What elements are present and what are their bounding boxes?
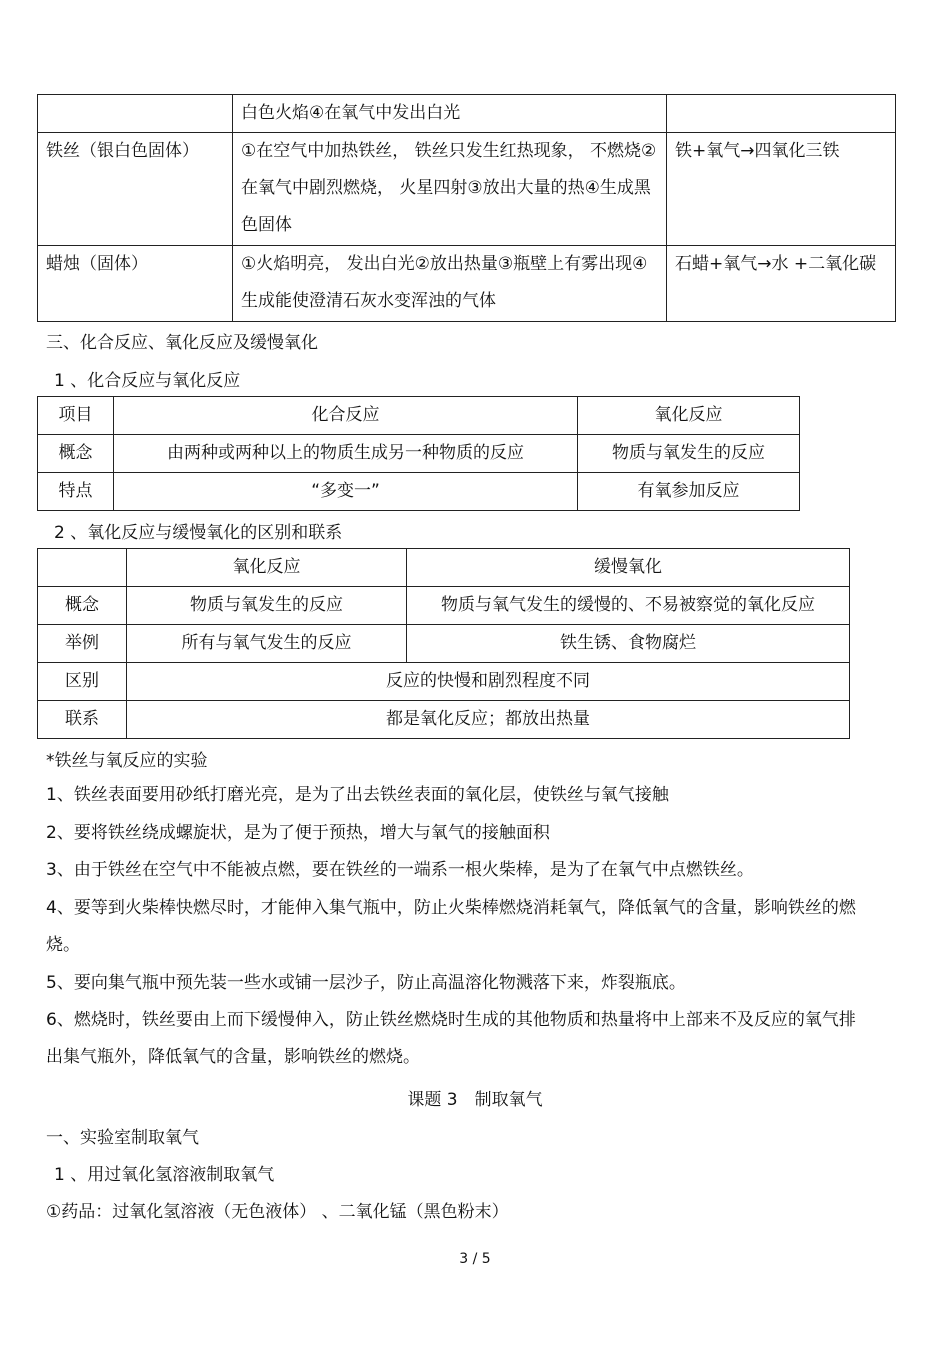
column-header: 项目 bbox=[38, 397, 114, 435]
substance-cell bbox=[38, 95, 233, 133]
column-header bbox=[38, 549, 127, 587]
slow-oxidation-table bbox=[37, 548, 850, 739]
equation-cell: 石蜡+氧气→水 +二氧化碳 bbox=[667, 246, 896, 322]
iron-experiment-heading: *铁丝与氧反应的实验 bbox=[46, 751, 208, 771]
lesson-title: 课题 3 制取氧气 bbox=[407, 1090, 543, 1110]
table-cell: 铁生锈、食物腐烂 bbox=[407, 625, 850, 663]
table-cell: 物质与氧发生的反应 bbox=[578, 435, 800, 473]
table-cell: 所有与氧气发生的反应 bbox=[127, 625, 407, 663]
subsection-heading: 1 、化合反应与氧化反应 bbox=[54, 371, 241, 391]
table-row bbox=[38, 246, 896, 322]
phenomenon-cell: ①火焰明亮， 发出白光②放出热量③瓶壁上有雾出现④生成能使澄清石灰水变浑浊的气体 bbox=[233, 246, 667, 322]
table-cell: 由两种或两种以上的物质生成另一种物质的反应 bbox=[114, 435, 578, 473]
table-header-row bbox=[38, 397, 800, 435]
table-cell: 反应的快慢和剧烈程度不同 bbox=[127, 663, 850, 701]
table-row bbox=[38, 701, 850, 739]
table-cell: 都是氧化反应；都放出热量 bbox=[127, 701, 850, 739]
table-cell: 物质与氧发生的反应 bbox=[127, 587, 407, 625]
table-row bbox=[38, 625, 850, 663]
column-header: 化合反应 bbox=[114, 397, 578, 435]
table-row bbox=[38, 473, 800, 511]
combustion-table bbox=[37, 94, 896, 322]
page-number: 3 / 5 bbox=[459, 1251, 491, 1267]
column-header: 氧化反应 bbox=[127, 549, 407, 587]
table-cell: 物质与氧气发生的缓慢的、不易被察觉的氧化反应 bbox=[407, 587, 850, 625]
equation-cell: 铁+氧气→四氧化三铁 bbox=[667, 133, 896, 246]
table-cell: “多变一” bbox=[114, 473, 578, 511]
drug-line: ①药品：过氧化氢溶液（无色液体） 、二氧化锰（黑色粉末） bbox=[46, 1202, 509, 1222]
list-item: 3、由于铁丝在空气中不能被点燃，要在铁丝的一端系一根火柴棒，是为了在氧气中点燃铁丝。 bbox=[46, 860, 754, 880]
substance-cell: 蜡烛（固体） bbox=[38, 246, 233, 322]
table-row bbox=[38, 95, 896, 133]
table-row bbox=[38, 587, 850, 625]
list-item: 4、要等到火柴棒快燃尽时，才能伸入集气瓶中，防止火柴棒燃烧消耗氧气，降低氧气的含量，影响铁丝的燃烧。 bbox=[46, 898, 856, 955]
equation-cell bbox=[667, 95, 896, 133]
table-row bbox=[38, 663, 850, 701]
table-cell: 有氧参加反应 bbox=[578, 473, 800, 511]
phenomenon-cell: 白色火焰④在氧气中发出白光 bbox=[233, 95, 667, 133]
phenomenon-cell: ①在空气中加热铁丝， 铁丝只发生红热现象， 不燃烧②在氧气中剧烈燃烧， 火星四射③放出大量的热④生成黑色固体 bbox=[233, 133, 667, 246]
table-header-row bbox=[38, 549, 850, 587]
section-heading: 一、实验室制取氧气 bbox=[46, 1128, 199, 1148]
row-label: 举例 bbox=[38, 625, 127, 663]
list-item: 6、燃烧时，铁丝要由上而下缓慢伸入，防止铁丝燃烧时生成的其他物质和热量将中上部来不及反应的氧气排出集气瓶外，降低氧气的含量，影响铁丝的燃烧。 bbox=[46, 1010, 856, 1067]
list-item: 2、要将铁丝绕成螺旋状，是为了便于预热，增大与氧气的接触面积 bbox=[46, 823, 550, 843]
row-label: 概念 bbox=[38, 435, 114, 473]
subsection-heading: 2 、氧化反应与缓慢氧化的区别和联系 bbox=[54, 523, 343, 543]
list-item: 1、铁丝表面要用砂纸打磨光亮，是为了出去铁丝表面的氧化层，使铁丝与氧气接触 bbox=[46, 785, 669, 805]
row-label: 区别 bbox=[38, 663, 127, 701]
row-label: 联系 bbox=[38, 701, 127, 739]
section-heading: 三、化合反应、氧化反应及缓慢氧化 bbox=[46, 333, 318, 353]
subsection-heading: 1 、用过氧化氢溶液制取氧气 bbox=[54, 1165, 275, 1185]
column-header: 氧化反应 bbox=[578, 397, 800, 435]
column-header: 缓慢氧化 bbox=[407, 549, 850, 587]
substance-cell: 铁丝（银白色固体） bbox=[38, 133, 233, 246]
list-item: 5、要向集气瓶中预先装一些水或铺一层沙子，防止高温溶化物溅落下来，炸裂瓶底。 bbox=[46, 973, 686, 993]
row-label: 概念 bbox=[38, 587, 127, 625]
row-label: 特点 bbox=[38, 473, 114, 511]
combination-oxidation-table bbox=[37, 396, 800, 511]
table-row bbox=[38, 133, 896, 246]
table-row bbox=[38, 435, 800, 473]
